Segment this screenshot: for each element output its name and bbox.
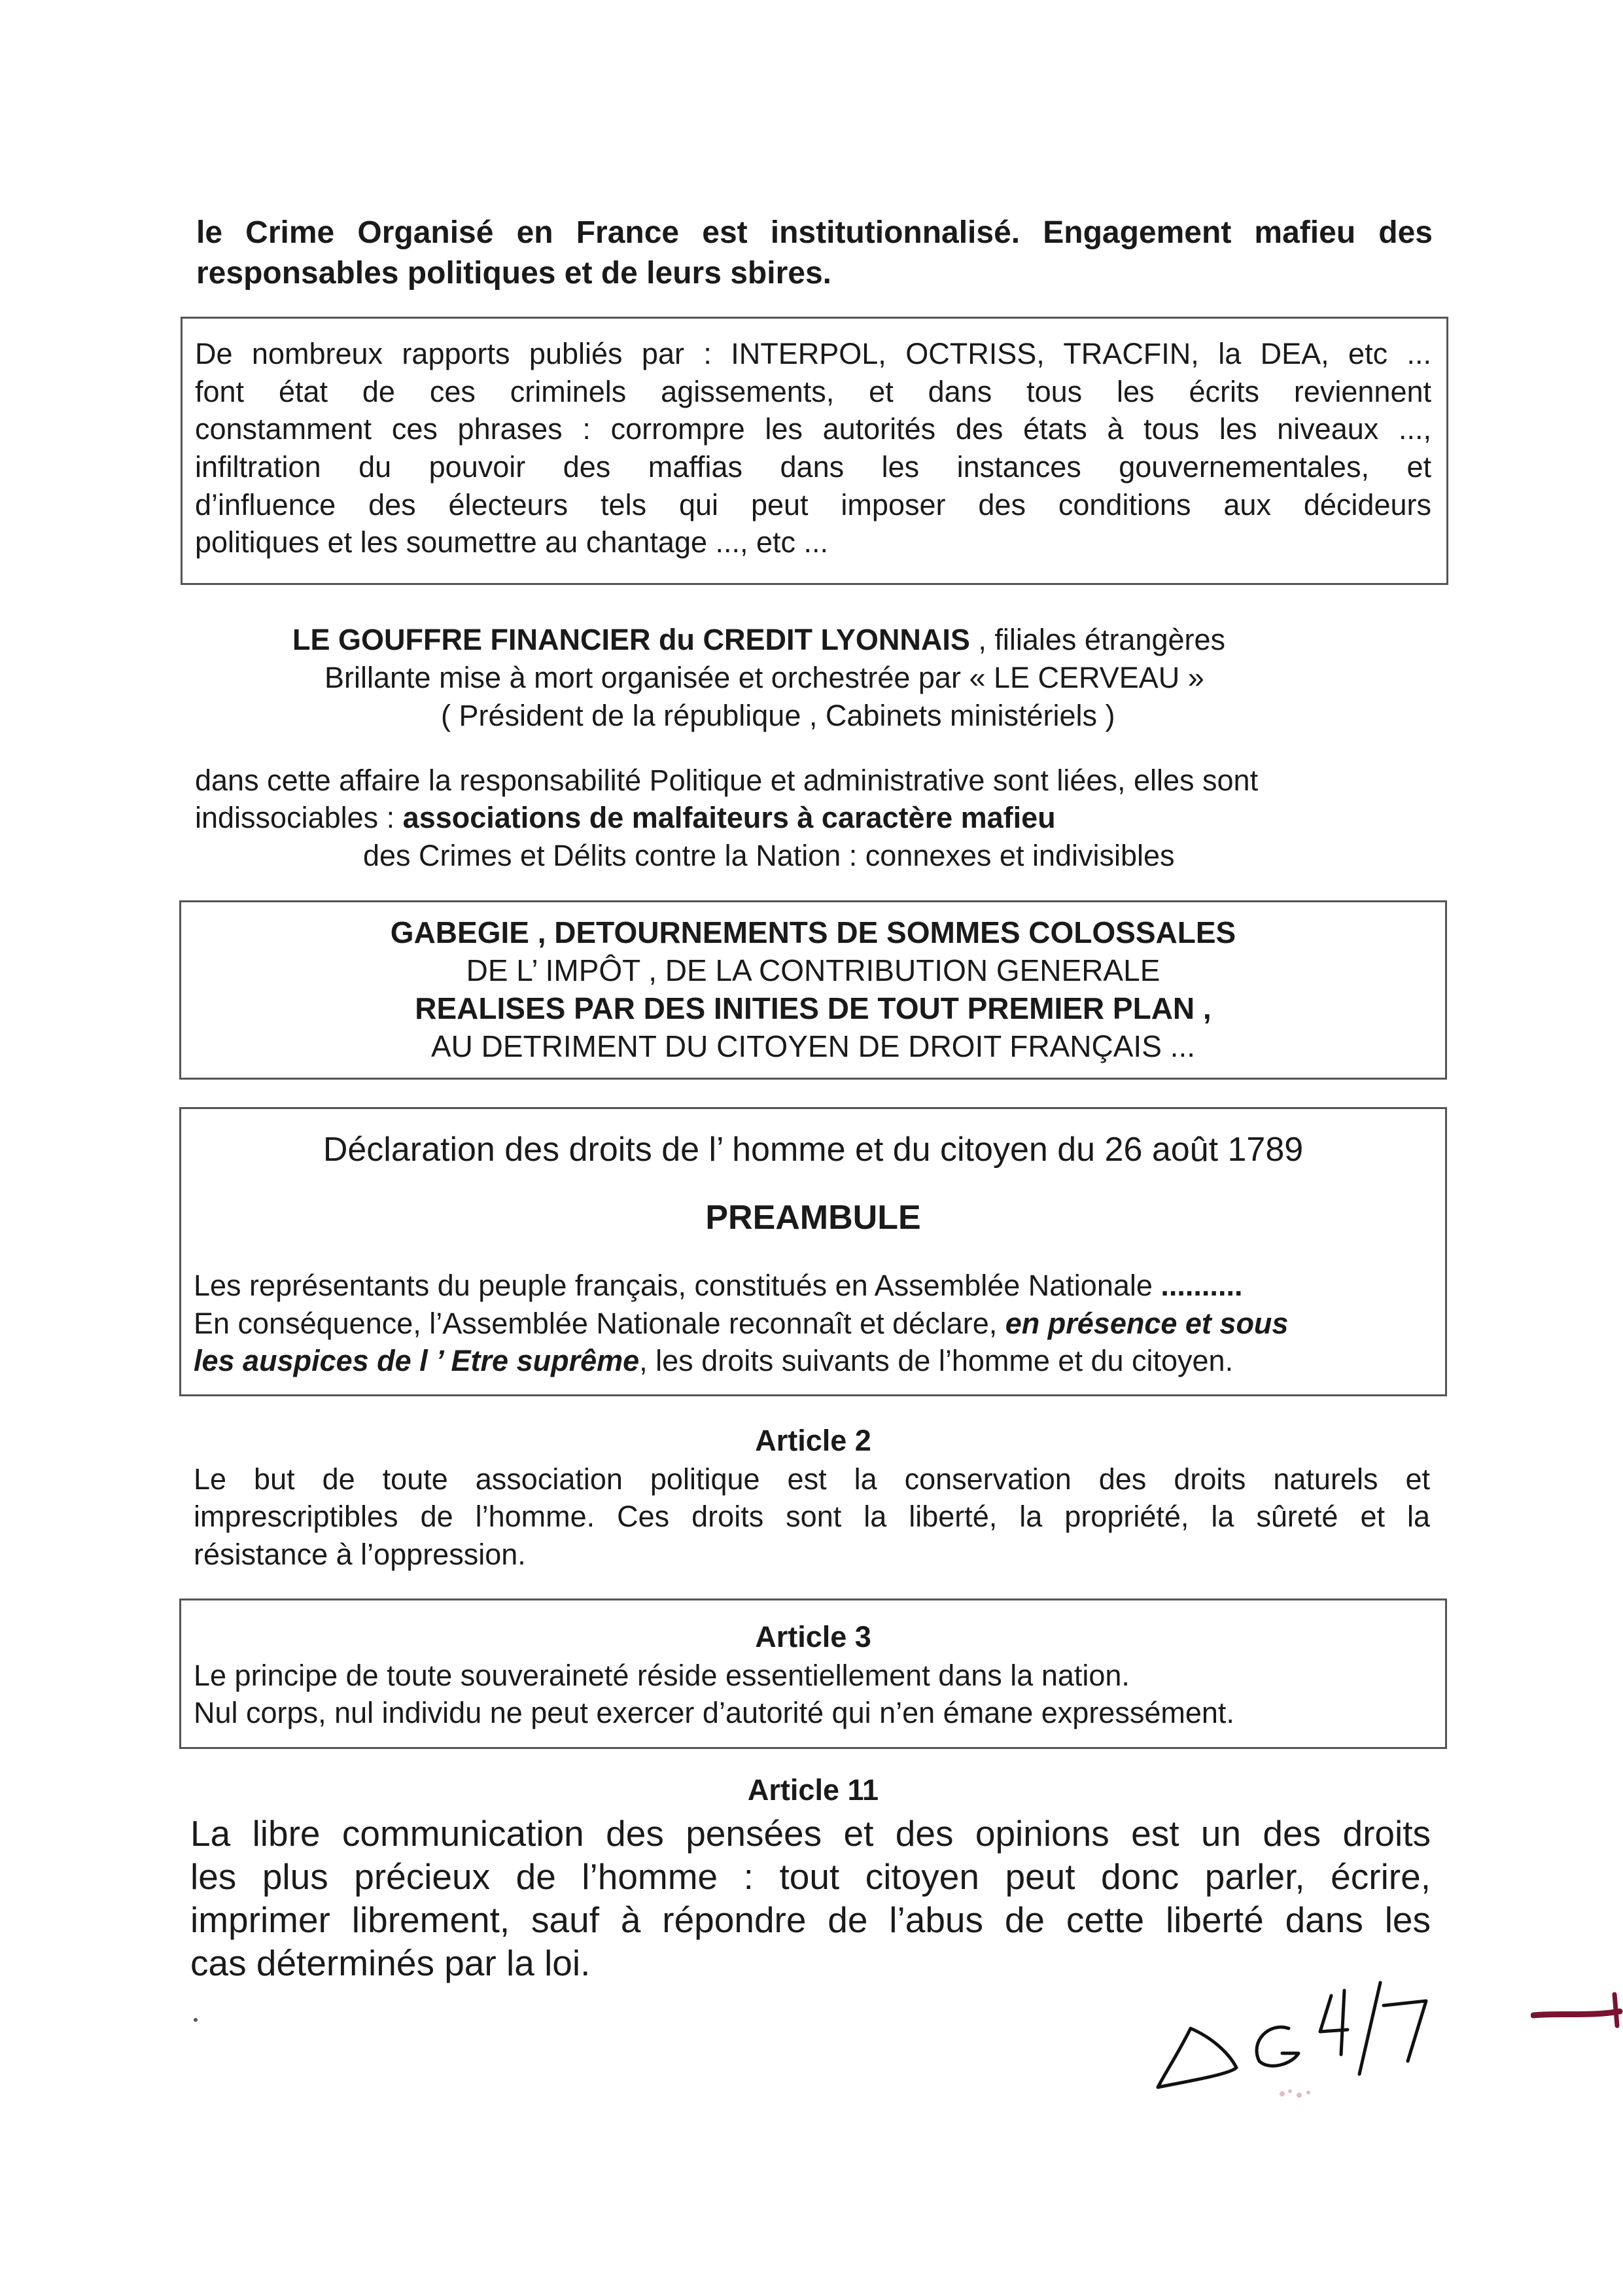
affaire-line-3: des Crimes et Délits contre la Nation : connexes et indivisibles xyxy=(363,839,1175,872)
preamble-line-1-plain: Les représentants du peuple français, constitués en Assemblée Nationale xyxy=(194,1269,1161,1302)
reports-line: De nombreux rapports publiés par : INTERPOL, OCTRISS, TRACFIN, la DEA, etc ... xyxy=(195,337,1431,370)
preamble-line-2 xyxy=(194,1307,1288,1341)
red-ink-mark xyxy=(1531,1989,1623,2028)
stray-dot xyxy=(194,2018,198,2022)
reports-line: constamment ces phrases : corrompre les autorités des états à tous les niveaux ..., xyxy=(195,412,1431,446)
article-2-line: Le but de toute association politique est la conservation des droits naturels et xyxy=(194,1462,1430,1496)
preamble-line-2-bold: en présence et sous xyxy=(1005,1307,1289,1340)
article-3-line: Nul corps, nul individu ne peut exercer d’autorité qui n’en émane expressément. xyxy=(194,1696,1234,1729)
preamble-line-1 xyxy=(194,1269,1242,1303)
preamble-line-1-dots: .......... xyxy=(1161,1269,1243,1302)
credit-line-2: Brillante mise à mort organisée et orchestrée par « LE CERVEAU » xyxy=(324,661,1204,694)
credit-line-3: ( Président de la république , Cabinets ministériels ) xyxy=(441,699,1115,732)
article-11-heading: Article 11 xyxy=(747,1773,879,1807)
header-line-1: le Crime Organisé en France est institutionnalisé. Engagement mafieu des xyxy=(196,215,1433,250)
article-3-heading: Article 3 xyxy=(755,1620,871,1653)
preamble-heading: PREAMBULE xyxy=(705,1199,921,1237)
reports-line: d’influence des électeurs tels qui peut imposer des conditions aux décideurs xyxy=(195,488,1431,521)
credit-title xyxy=(292,623,1225,657)
article-11-line: La libre communication des pensées et des opinions est un des droits xyxy=(190,1813,1431,1854)
article-11-line: imprimer librement, sauf à répondre de l’abus de cette liberté dans les xyxy=(190,1899,1431,1940)
declaration-title: Déclaration des droits de l’ homme et du citoyen du 26 août 1789 xyxy=(323,1131,1304,1169)
article-11-line: les plus précieux de l’homme : tout citoyen peut donc parler, écrire, xyxy=(190,1856,1431,1897)
affaire-line-2 xyxy=(195,801,1056,835)
preamble-line-3-bold: les auspices de l ’ Etre suprême xyxy=(194,1344,640,1377)
article-3-line: Le principe de toute souveraineté réside essentiellement dans la nation. xyxy=(194,1659,1130,1692)
credit-title-bold: LE GOUFFRE FINANCIER du CREDIT LYONNAIS xyxy=(292,623,970,656)
affaire-line-2-bold: associations de malfaiteurs à caractère mafieu xyxy=(402,801,1056,834)
reports-line: font état de ces criminels agissements, et dans tous les écrits reviennent xyxy=(195,375,1431,408)
header-line-2: responsables politiques et de leurs sbires. xyxy=(196,256,831,291)
article-11-line: cas déterminés par la loi. xyxy=(190,1943,591,1983)
gabegie-line-1: GABEGIE , DETOURNEMENTS DE SOMMES COLOSSALES xyxy=(390,915,1236,949)
preamble-line-3-plain: , les droits suivants de l’homme et du citoyen. xyxy=(639,1344,1234,1377)
preamble-line-2-plain: En conséquence, l’Assemblée Nationale reconnaît et déclare, xyxy=(194,1307,1005,1340)
affaire-line-2-plain: indissociables : xyxy=(195,801,403,834)
article-2-line: résistance à l’oppression. xyxy=(194,1538,526,1571)
reports-line: politiques et les soumettre au chantage ..., etc ... xyxy=(195,525,829,559)
gabegie-line-3: REALISES PAR DES INITIES DE TOUT PREMIER PLAN , xyxy=(415,991,1212,1025)
reports-line: infiltration du pouvoir des maffias dans les instances gouvernementales, et xyxy=(195,450,1431,484)
article-2-heading: Article 2 xyxy=(755,1424,871,1457)
gabegie-line-2: DE L’ IMPÔT , DE LA CONTRIBUTION GENERALE xyxy=(466,953,1161,987)
article-2-line: imprescriptibles de l’homme. Ces droits sont la liberté, la propriété, la sûreté et la xyxy=(194,1500,1430,1533)
credit-title-rest: , filiales étrangères xyxy=(969,623,1226,656)
preamble-line-3 xyxy=(194,1344,1233,1378)
gabegie-line-4: AU DETRIMENT DU CITOYEN DE DROIT FRANÇAIS ... xyxy=(430,1029,1195,1063)
affaire-line-1: dans cette affaire la responsabilité Politique et administrative sont liées, elles sont xyxy=(195,764,1259,797)
handwritten-annotation xyxy=(1151,1976,1439,2107)
